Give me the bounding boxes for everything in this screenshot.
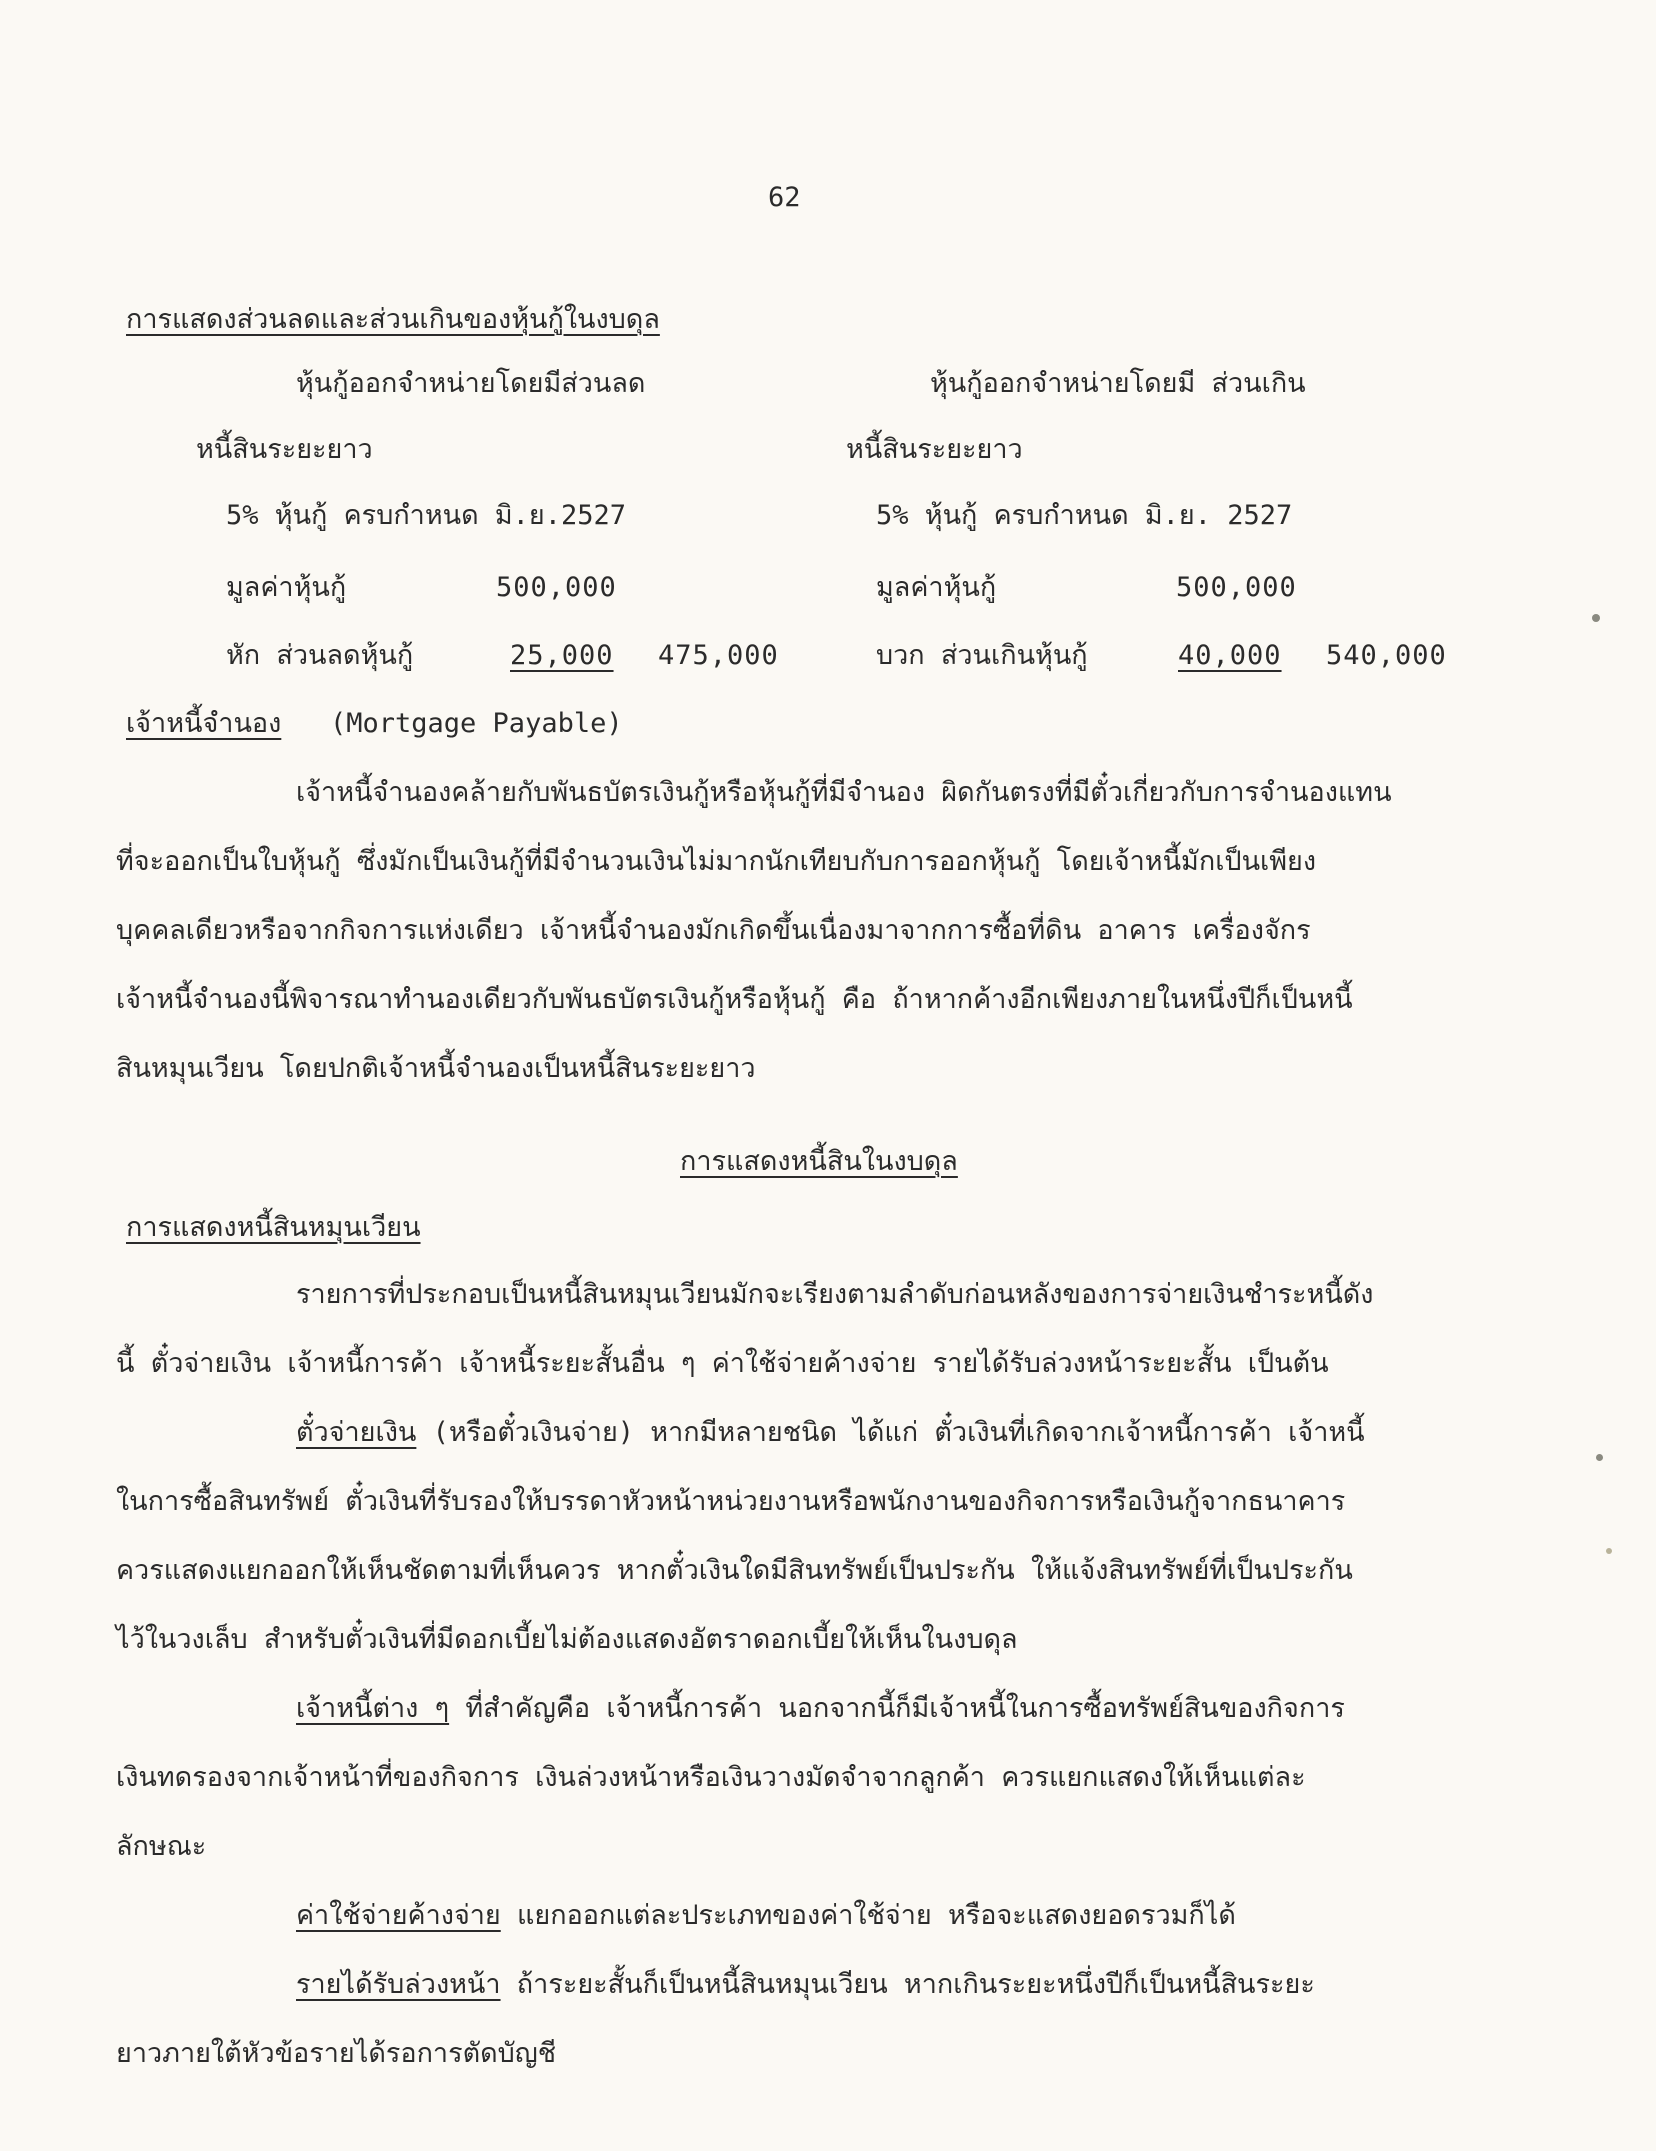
notes-payable-term: ตั๋วจ่ายเงิน (296, 1417, 417, 1448)
paragraph-line: ยาวภายใต้หัวข้อรายได้รอการตัดบัญชี (116, 2038, 557, 2069)
other-creditors-term: เจ้าหนี้ต่าง ๆ (296, 1693, 450, 1724)
accrued-expenses-text: แยกออกแต่ละประเภทของค่าใช้จ่าย หรือจะแสดงยอดรวมก็ได้ (500, 1900, 1236, 1931)
current-liabilities-paragraph (116, 1260, 1436, 2088)
left-adjust-label: หัก ส่วนลดหุ้นกู้ (226, 640, 414, 671)
left-face-value: 500,000 (496, 572, 617, 603)
center-heading-liabilities: การแสดงหนี้สินในงบดุล (680, 1146, 958, 1177)
unearned-revenue-text: ถ้าระยะสั้นก็เป็นหนี้สินหมุนเวียน หากเกินระยะหนึ่งปีก็เป็นหนี้สินระยะ (500, 1969, 1315, 2000)
section-heading-mortgage: เจ้าหนี้จำนอง (126, 708, 282, 739)
paragraph-line: ไว้ในวงเล็บ สำหรับตั๋วเงินที่มีดอกเบี้ยไม่ต้องแสดงอัตราดอกเบี้ยให้เห็นในงบดุล (116, 1624, 1018, 1655)
notes-payable-text: (หรือตั๋วเงินจ่าย) หากมีหลายชนิด ได้แก่ ตั๋วเงินที่เกิดจากเจ้าหนี้การค้า เจ้าหนี้ (416, 1417, 1365, 1448)
unearned-revenue-term: รายได้รับล่วงหน้า (296, 1969, 501, 2000)
mortgage-heading-english: (Mortgage Payable) (330, 708, 623, 739)
paragraph-line: นี้ ตั๋วจ่ายเงิน เจ้าหนี้การค้า เจ้าหนี้ระยะสั้นอื่น ๆ ค่าใช้จ่ายค้างจ่าย รายได้รับล่วงหน้าระยะสั้น เป็นต้น (116, 1348, 1329, 1379)
right-face-label: มูลค่าหุ้นกู้ (876, 572, 997, 603)
scan-speck (1592, 614, 1600, 622)
paragraph-line: รายการที่ประกอบเป็นหนี้สินหมุนเวียนมักจะเรียงตามลำดับก่อนหลังของการจ่ายเงินชำระหนี้ดัง (296, 1279, 1374, 1310)
scan-speck (1606, 1548, 1612, 1554)
left-net-value: 475,000 (658, 640, 779, 671)
paragraph-line: เจ้าหนี้จำนองนี้พิจารณาทำนองเดียวกับพันธบัตรเงินกู้หรือหุ้นกู้ คือ ถ้าหากค้างอีกเพียงภายในหนึ่งปีก็เป็นหนี้ (116, 984, 1353, 1015)
paragraph-line: ลักษณะ (116, 1831, 207, 1862)
right-face-value: 500,000 (1176, 572, 1297, 603)
left-column-title: หุ้นกู้ออกจำหน่ายโดยมีส่วนลด (296, 368, 646, 399)
paragraph-line: ควรแสดงแยกออกให้เห็นชัดตามที่เห็นควร หากตั๋วเงินใดมีสินทรัพย์เป็นประกัน ให้แจ้งสินทรัพย์ที่เป็นประกัน (116, 1555, 1353, 1586)
scan-speck (1596, 1454, 1603, 1461)
paragraph-line (116, 1950, 1436, 2019)
paragraph-line: เงินทดรองจากเจ้าหน้าที่ของกิจการ เงินล่วงหน้าหรือเงินวางมัดจำจากลูกค้า ควรแยกแสดงให้เห็นแต่ละ (116, 1762, 1306, 1793)
accrued-expenses-term: ค่าใช้จ่ายค้างจ่าย (296, 1900, 501, 1931)
paragraph-line (116, 1674, 1436, 1743)
right-adjust-value: 40,000 (1178, 640, 1282, 671)
paragraph-line: ที่จะออกเป็นใบหุ้นกู้ ซึ่งมักเป็นเงินกู้ที่มีจำนวนเงินไม่มากนักเทียบกับการออกหุ้นกู้ โดยเจ้าหนี้มักเป็นเพียง (116, 846, 1317, 877)
paragraph-line: เจ้าหนี้จำนองคล้ายกับพันธบัตรเงินกู้หรือหุ้นกู้ที่มีจำนอง ผิดกันตรงที่มีตั๋วเกี่ยวกับการจำนองแทน (296, 777, 1392, 808)
mortgage-paragraph (116, 758, 1436, 1103)
left-face-label: มูลค่าหุ้นกู้ (226, 572, 347, 603)
right-net-value: 540,000 (1326, 640, 1447, 671)
section-heading-bond-presentation: การแสดงส่วนลดและส่วนเกินของหุ้นกู้ในงบดุล (126, 304, 660, 335)
paragraph-line: ในการซื้อสินทรัพย์ ตั๋วเงินที่รับรองให้บรรดาหัวหน้าหน่วยงานหรือพนักงานของกิจการหรือเงินกู้จากธนาคาร (116, 1486, 1346, 1517)
right-column-title: หุ้นกู้ออกจำหน่ายโดยมี ส่วนเกิน (930, 368, 1306, 399)
right-category: หนี้สินระยะยาว (846, 434, 1023, 465)
paragraph-line (116, 1881, 1436, 1950)
paragraph-line: สินหมุนเวียน โดยปกติเจ้าหนี้จำนองเป็นหนี้สินระยะยาว (116, 1053, 756, 1084)
section-heading-current-liabilities: การแสดงหนี้สินหมุนเวียน (126, 1212, 421, 1243)
page-number: 62 (768, 182, 801, 213)
paragraph-line (116, 1398, 1436, 1467)
left-category: หนี้สินระยะยาว (196, 434, 373, 465)
right-adjust-label: บวก ส่วนเกินหุ้นกู้ (876, 640, 1088, 671)
other-creditors-text: ที่สำคัญคือ เจ้าหนี้การค้า นอกจากนี้ก็มีเจ้าหนี้ในการซื้อทรัพย์สินของกิจการ (449, 1693, 1345, 1724)
left-adjust-value: 25,000 (510, 640, 614, 671)
paragraph-line: บุคคลเดียวหรือจากกิจการแห่งเดียว เจ้าหนี้จำนองมักเกิดขึ้นเนื่องมาจากการซื้อที่ดิน อาคาร เครื่องจักร (116, 915, 1311, 946)
right-item: 5% หุ้นกู้ ครบกำหนด มิ.ย. 2527 (876, 500, 1293, 531)
left-item: 5% หุ้นกู้ ครบกำหนด มิ.ย.2527 (226, 500, 627, 531)
